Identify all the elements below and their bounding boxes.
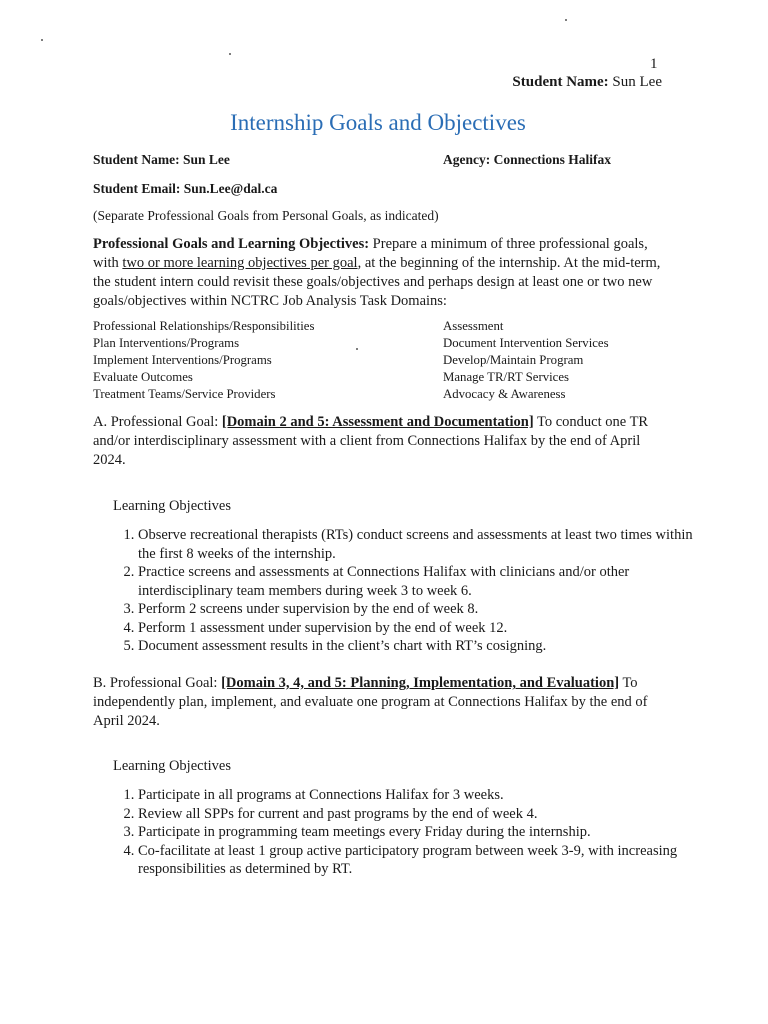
list-item: 4. Co-facilitate at least 1 group active participatory program between week 3-9, with increasing responsibilities as determined by RT.: [138, 842, 698, 879]
domain-item: Manage TR/RT Services: [443, 370, 569, 384]
header-student-name: [512, 74, 662, 91]
scan-speck: [229, 53, 231, 55]
goal-b-objectives-list: [113, 786, 698, 879]
domain-item: Implement Interventions/Programs: [93, 353, 272, 367]
goal-a-text: To conduct one TR and/or interdisciplinary assessment with a client from Connections Halifax by the end of April 2024.: [93, 414, 649, 468]
domain-item: Assessment: [443, 319, 504, 333]
goal-a-domain: [Domain 2 and 5: Assessment and Documentation]: [221, 414, 534, 430]
header-student-value: Sun Lee: [612, 74, 662, 90]
student-email-line: Student Email: Sun.Lee@dal.ca: [93, 181, 278, 196]
domain-item: Document Intervention Services: [443, 336, 609, 350]
professional-goals-underlined: two or more learning objectives per goal: [122, 255, 358, 271]
professional-goals-paragraph: [93, 235, 673, 311]
domain-item: Develop/Maintain Program: [443, 353, 584, 367]
goal-a-objectives-heading: Learning Objectives: [113, 498, 231, 514]
goal-b-text: To independently plan, implement, and evaluate one program at Connections Halifax by the end of April 2024.: [93, 675, 648, 729]
list-item: 1. Participate in all programs at Connections Halifax for 3 weeks.: [138, 786, 698, 805]
document-title: Internship Goals and Objectives: [230, 110, 526, 135]
scan-speck: [356, 348, 358, 350]
list-item: 4. Perform 1 assessment under supervision by the end of week 12.: [138, 619, 698, 638]
professional-goals-text-after: , at the beginning of the internship. At the mid-term, the student intern could revisit these goals/objectives and perhaps design at least one or two new goals/objectives within NCTRC Job Analysis Task Domains:: [93, 255, 661, 309]
goal-b-prefix: B. Professional Goal:: [93, 675, 222, 691]
professional-goals-label: Professional Goals and Learning Objectives:: [93, 236, 370, 252]
agency-line: Agency: Connections Halifax: [443, 152, 611, 167]
domain-item: Evaluate Outcomes: [93, 370, 193, 384]
list-item: 1. Observe recreational therapists (RTs) conduct screens and assessments at least two times within the first 8 weeks of the internship.: [138, 526, 698, 563]
list-item: 2. Practice screens and assessments at Connections Halifax with clinicians and/or other interdisciplinary team members during week 3 to week 6.: [138, 563, 698, 600]
list-item: 3. Perform 2 screens under supervision by the end of week 8.: [138, 600, 698, 619]
domain-item: Plan Interventions/Programs: [93, 336, 240, 350]
page-number: 1: [650, 56, 658, 72]
domain-item: Professional Relationships/Responsibilities: [93, 319, 315, 333]
professional-goals-text-before: Prepare a minimum of three professional goals, with: [93, 236, 648, 271]
header-student-label: Student Name:: [512, 74, 609, 90]
goal-b-paragraph: [93, 674, 673, 731]
scan-speck: [565, 19, 567, 21]
domain-item: Treatment Teams/Service Providers: [93, 387, 276, 401]
goal-a-objectives-list: [113, 526, 698, 656]
list-item: 2. Review all SPPs for current and past programs by the end of week 4.: [138, 805, 698, 824]
scan-speck: [41, 39, 43, 41]
task-domains-right: [443, 318, 609, 403]
goal-b-objectives-heading: Learning Objectives: [113, 758, 231, 774]
goal-a-paragraph: [93, 413, 673, 470]
goal-a-prefix: A. Professional Goal:: [93, 414, 222, 430]
list-item: 3. Participate in programming team meetings every Friday during the internship.: [138, 823, 698, 842]
separate-goals-note: (Separate Professional Goals from Personal Goals, as indicated): [93, 208, 439, 223]
list-item: 5. Document assessment results in the client’s chart with RT’s cosigning.: [138, 637, 698, 656]
task-domains-left: [93, 318, 314, 403]
student-name-line: Student Name: Sun Lee: [93, 152, 230, 167]
goal-b-domain: [Domain 3, 4, and 5: Planning, Implementation, and Evaluation]: [221, 675, 620, 691]
domain-item: Advocacy & Awareness: [443, 387, 566, 401]
